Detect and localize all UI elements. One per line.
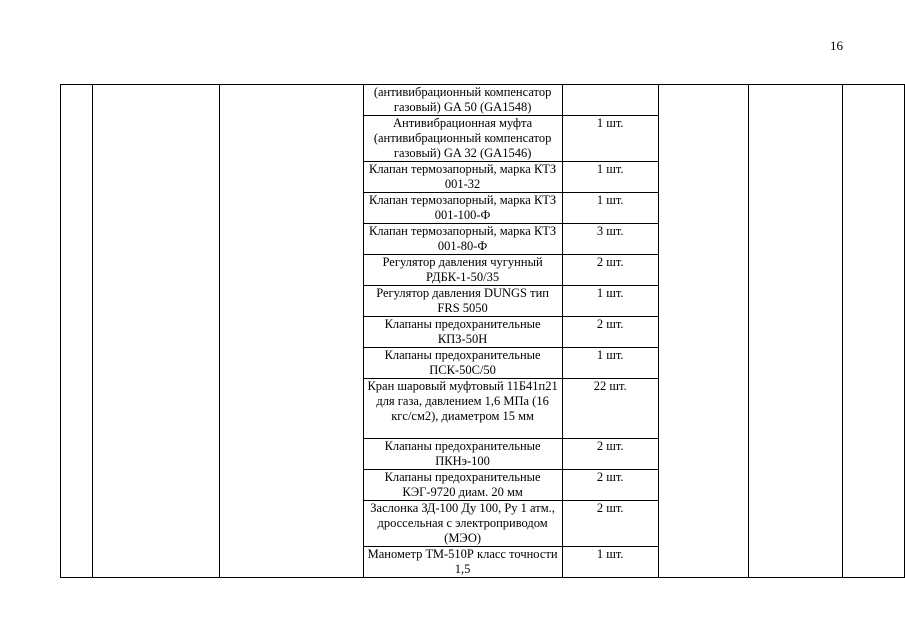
equipment-quantity: 22 шт. — [562, 379, 658, 439]
extra-cell-1 — [658, 85, 748, 578]
equipment-name: Клапан термозапорный, марка КТЗ 001-100-Ф — [363, 193, 562, 224]
equipment-quantity: 1 шт. — [562, 193, 658, 224]
equipment-table — [60, 84, 905, 578]
page-number: 16 — [830, 38, 843, 53]
equipment-name: Регулятор давления чугунный РДБК-1-50/35 — [363, 255, 562, 286]
object-cell — [92, 85, 220, 578]
equipment-quantity: 3 шт. — [562, 224, 658, 255]
equipment-name: Клапан термозапорный, марка КТЗ 001-80-Ф — [363, 224, 562, 255]
equipment-name: (антивибрационный компенсатор газовый) GA 50 (GA1548) — [363, 85, 562, 116]
equipment-name: Клапаны предохранительные КЭГ-9720 диам. 20 мм — [363, 470, 562, 501]
equipment-name: Клапаны предохранительные ПСК-50С/50 — [363, 348, 562, 379]
equipment-quantity: 1 шт. — [562, 116, 658, 162]
equipment-quantity: 1 шт. — [562, 547, 658, 578]
equipment-name: Кран шаровый муфтовый 11Б41п21 для газа, давлением 1,6 МПа (16 кгс/см2), диаметром 15 мм — [363, 379, 562, 439]
extra-cell-3 — [842, 85, 904, 578]
equipment-name: Антивибрационная муфта (антивибрационный компенсатор газовый) GA 32 (GA1546) — [363, 116, 562, 162]
equipment-name: Клапаны предохранительные ПКНэ-100 — [363, 439, 562, 470]
equipment-name: Заслонка ЗД-100 Ду 100, Ру 1 атм., дроссельная с электроприводом (МЭО) — [363, 501, 562, 547]
equipment-name: Клапан термозапорный, марка КТЗ 001-32 — [363, 162, 562, 193]
equipment-quantity: 2 шт. — [562, 470, 658, 501]
equipment-name: Клапаны предохранительные КПЗ-50Н — [363, 317, 562, 348]
number-cell — [61, 85, 93, 578]
extra-cell-2 — [748, 85, 842, 578]
equipment-quantity: 1 шт. — [562, 348, 658, 379]
equipment-quantity: 2 шт. — [562, 439, 658, 470]
equipment-quantity: 2 шт. — [562, 317, 658, 348]
equipment-quantity: 1 шт. — [562, 162, 658, 193]
table-row — [61, 85, 905, 116]
equipment-quantity: 2 шт. — [562, 255, 658, 286]
equipment-quantity: 1 шт. — [562, 286, 658, 317]
equipment-name: Регулятор давления DUNGS тип FRS 5050 — [363, 286, 562, 317]
equipment-quantity — [562, 85, 658, 116]
equipment-quantity: 2 шт. — [562, 501, 658, 547]
description-cell — [220, 85, 363, 578]
equipment-name: Манометр ТМ-510Р класс точности 1,5 — [363, 547, 562, 578]
